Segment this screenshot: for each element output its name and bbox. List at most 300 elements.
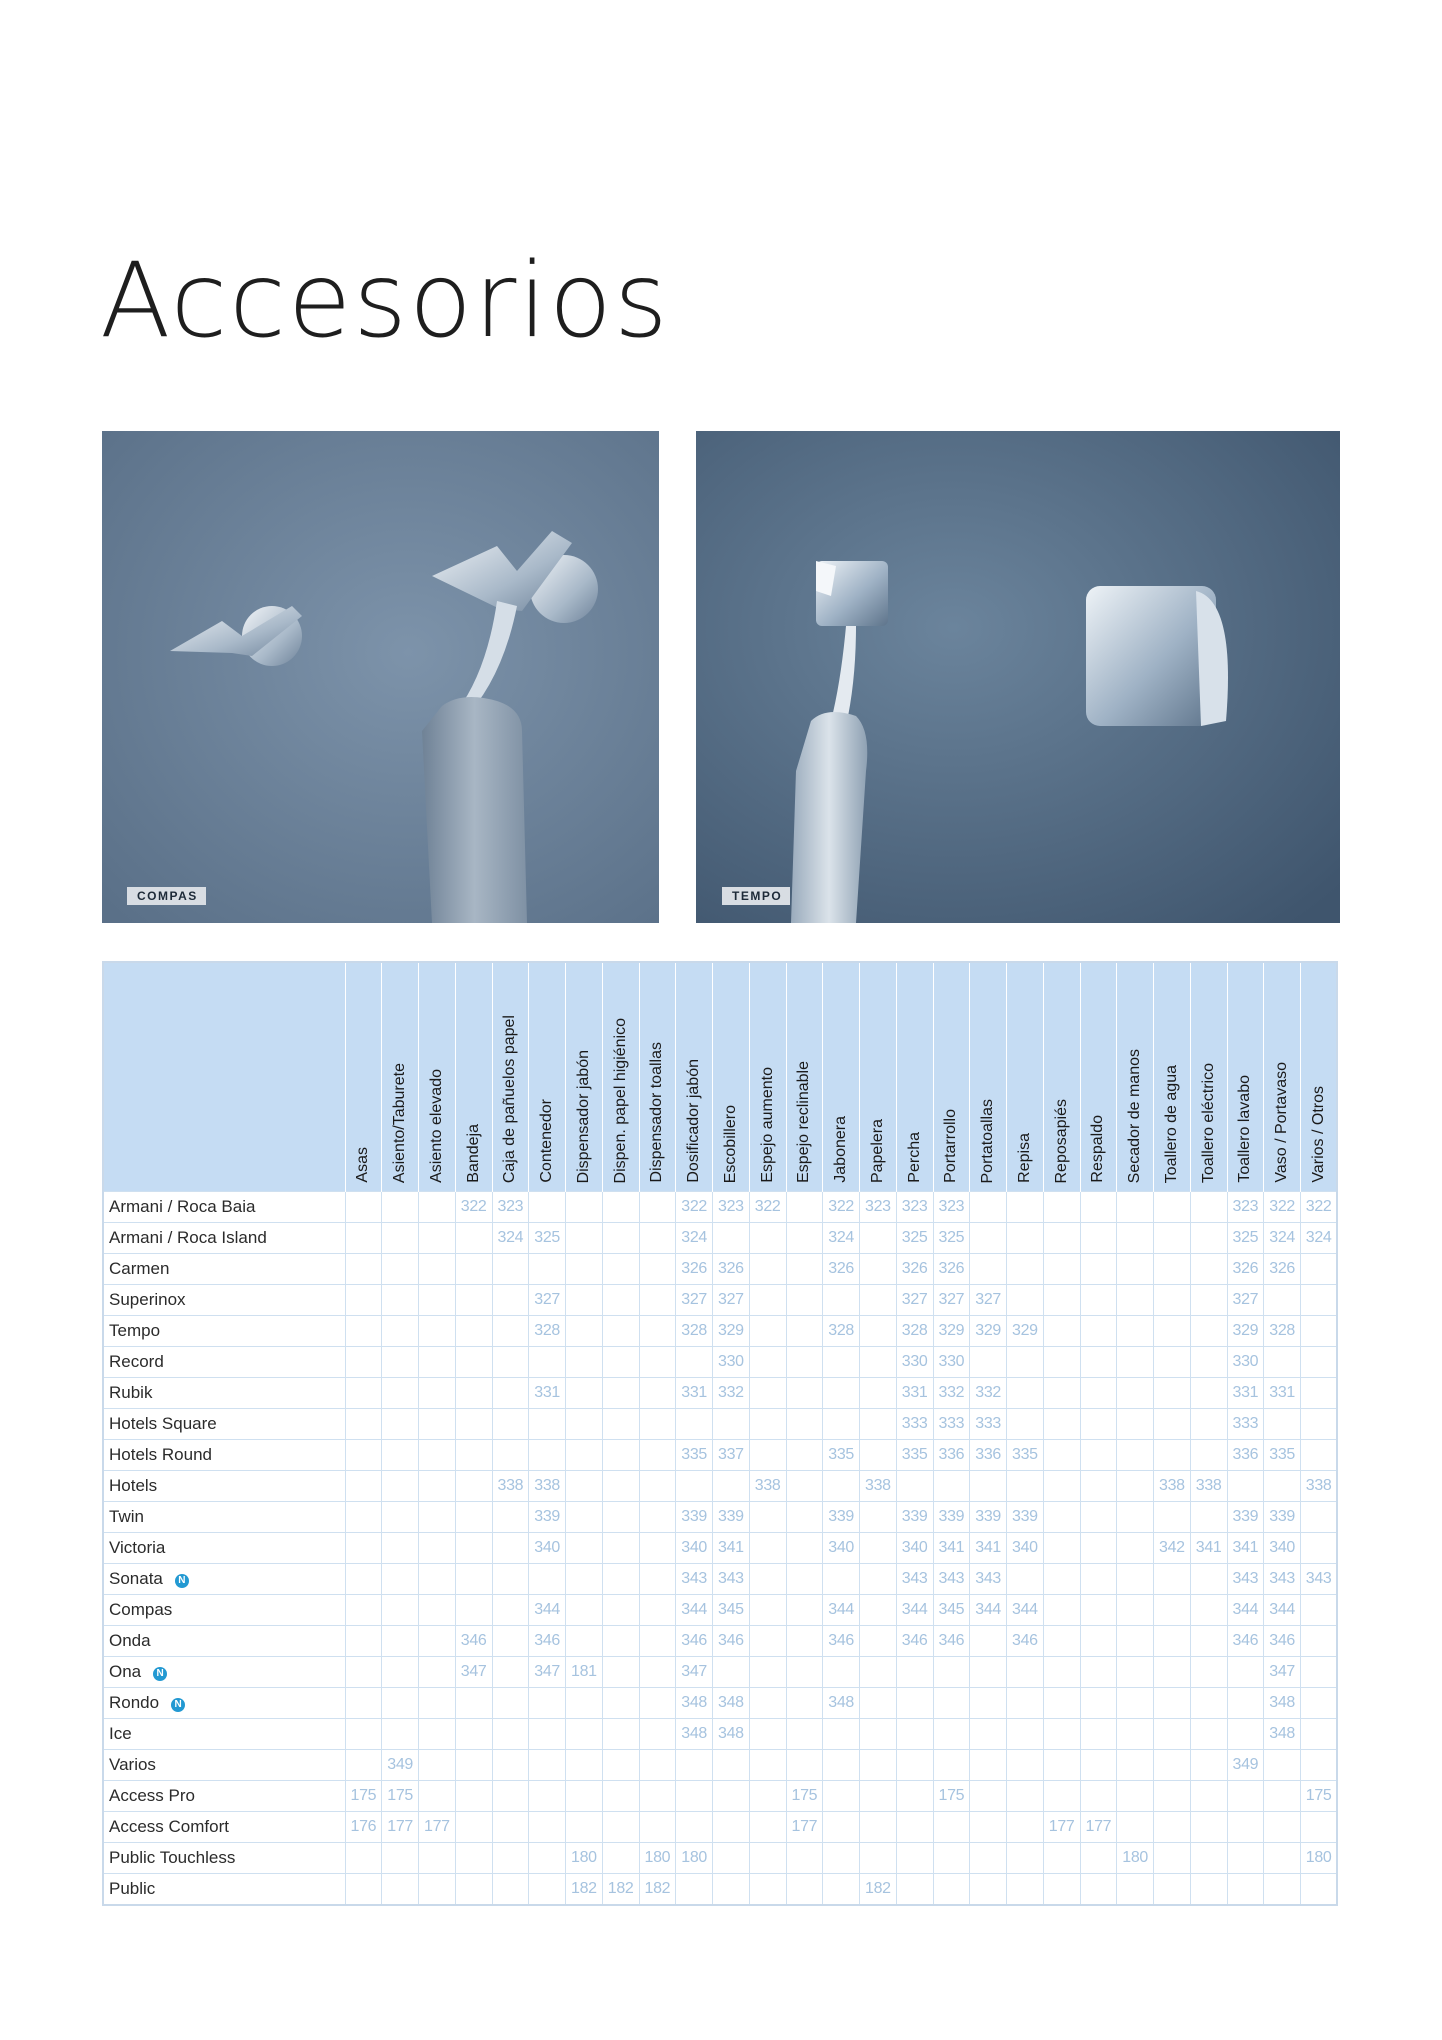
page-reference-cell: 323: [860, 1192, 897, 1223]
page-reference-cell: [529, 1192, 566, 1223]
page-reference-cell: [529, 1781, 566, 1812]
page-reference-cell: [566, 1285, 603, 1316]
page-reference-cell: [345, 1285, 382, 1316]
page-reference-cell: [860, 1347, 897, 1378]
page-reference-cell: [345, 1626, 382, 1657]
page-reference-cell: [786, 1688, 823, 1719]
accessories-index-table: [102, 961, 1338, 1906]
page-reference-cell: 341: [713, 1533, 750, 1564]
page-reference-cell: [676, 1750, 713, 1781]
page-reference-cell: [1154, 1688, 1191, 1719]
page-reference-cell: 344: [970, 1595, 1007, 1626]
row-collection-name: [103, 1874, 345, 1906]
page-reference-cell: [345, 1874, 382, 1906]
page-reference-cell: 326: [823, 1254, 860, 1285]
page-reference-cell: [1007, 1719, 1044, 1750]
page-reference-cell: [786, 1564, 823, 1595]
page-reference-cell: [970, 1626, 1007, 1657]
page-reference-cell: [713, 1874, 750, 1906]
page-reference-cell: 348: [713, 1719, 750, 1750]
page-reference-cell: [1007, 1750, 1044, 1781]
photo-label-compas: COMPAS: [127, 887, 206, 905]
table-row: [103, 1285, 1337, 1316]
page-reference-cell: [1190, 1502, 1227, 1533]
page-reference-cell: [1190, 1626, 1227, 1657]
page-reference-cell: 180: [1301, 1843, 1338, 1874]
page-reference-cell: 346: [713, 1626, 750, 1657]
table-row: [103, 1688, 1337, 1719]
table-row: [103, 1502, 1337, 1533]
page-reference-cell: [602, 1409, 639, 1440]
page-reference-cell: [602, 1657, 639, 1688]
page-reference-cell: [1301, 1812, 1338, 1843]
page-reference-cell: [1007, 1254, 1044, 1285]
page-reference-cell: [419, 1192, 456, 1223]
page-reference-cell: 347: [1264, 1657, 1301, 1688]
page-reference-cell: [1264, 1874, 1301, 1906]
column-header: [382, 962, 419, 1192]
page-reference-cell: 347: [676, 1657, 713, 1688]
page-reference-cell: 346: [1264, 1626, 1301, 1657]
page-reference-cell: [602, 1347, 639, 1378]
page-reference-cell: 331: [1227, 1378, 1264, 1409]
page-reference-cell: [566, 1533, 603, 1564]
page-reference-cell: [639, 1781, 676, 1812]
table-row: [103, 1316, 1337, 1347]
page-reference-cell: [1264, 1781, 1301, 1812]
page-reference-cell: [1117, 1316, 1154, 1347]
page-reference-cell: [933, 1812, 970, 1843]
page-reference-cell: 340: [896, 1533, 933, 1564]
page-reference-cell: 330: [713, 1347, 750, 1378]
column-header-label: Asas: [354, 1147, 372, 1183]
page-reference-cell: 177: [382, 1812, 419, 1843]
page-reference-cell: [1117, 1626, 1154, 1657]
page-reference-cell: [860, 1223, 897, 1254]
collection-name-text: Rubik: [109, 1383, 153, 1402]
page-reference-cell: [602, 1471, 639, 1502]
page-reference-cell: 346: [676, 1626, 713, 1657]
page-reference-cell: [786, 1409, 823, 1440]
page-reference-cell: [1264, 1812, 1301, 1843]
table-row: [103, 1192, 1337, 1223]
page-reference-cell: [639, 1812, 676, 1843]
page-reference-cell: 344: [676, 1595, 713, 1626]
row-collection-name: [103, 1626, 345, 1657]
page-reference-cell: [1301, 1595, 1338, 1626]
page-reference-cell: [345, 1223, 382, 1254]
page-reference-cell: [860, 1595, 897, 1626]
page-reference-cell: [1227, 1688, 1264, 1719]
page-reference-cell: 345: [713, 1595, 750, 1626]
page-reference-cell: [382, 1595, 419, 1626]
page-reference-cell: [713, 1750, 750, 1781]
page-reference-cell: 346: [529, 1626, 566, 1657]
page-reference-cell: 336: [933, 1440, 970, 1471]
page-reference-cell: [1227, 1471, 1264, 1502]
page-reference-cell: [419, 1843, 456, 1874]
page-reference-cell: [1190, 1595, 1227, 1626]
page-reference-cell: [1117, 1223, 1154, 1254]
page-reference-cell: [970, 1688, 1007, 1719]
page-reference-cell: [1301, 1502, 1338, 1533]
page-reference-cell: 343: [713, 1564, 750, 1595]
page-reference-cell: [860, 1843, 897, 1874]
page-reference-cell: [1154, 1440, 1191, 1471]
page-reference-cell: [860, 1378, 897, 1409]
page-reference-cell: [823, 1750, 860, 1781]
page-reference-cell: [1043, 1316, 1080, 1347]
page-reference-cell: 346: [1227, 1626, 1264, 1657]
page-reference-cell: [419, 1719, 456, 1750]
page-reference-cell: [382, 1688, 419, 1719]
column-header: [566, 962, 603, 1192]
page-reference-cell: [860, 1254, 897, 1285]
page-reference-cell: [1190, 1719, 1227, 1750]
page-reference-cell: 176: [345, 1812, 382, 1843]
page-reference-cell: 177: [1080, 1812, 1117, 1843]
page-reference-cell: [492, 1409, 529, 1440]
page-reference-cell: 348: [1264, 1719, 1301, 1750]
page-reference-cell: [676, 1409, 713, 1440]
page-reference-cell: [602, 1223, 639, 1254]
page-reference-cell: [749, 1285, 786, 1316]
page-reference-cell: [1117, 1378, 1154, 1409]
page-reference-cell: 329: [933, 1316, 970, 1347]
page-reference-cell: [1301, 1285, 1338, 1316]
page-reference-cell: [345, 1688, 382, 1719]
page-reference-cell: 340: [1007, 1533, 1044, 1564]
row-collection-name: [103, 1440, 345, 1471]
page-reference-cell: [823, 1564, 860, 1595]
page-reference-cell: [823, 1812, 860, 1843]
page-reference-cell: [1043, 1843, 1080, 1874]
page-reference-cell: [1080, 1533, 1117, 1564]
page-reference-cell: [1043, 1223, 1080, 1254]
page-reference-cell: [419, 1626, 456, 1657]
page-reference-cell: [860, 1781, 897, 1812]
page-reference-cell: [1007, 1564, 1044, 1595]
page-reference-cell: 339: [933, 1502, 970, 1533]
row-collection-name: [103, 1285, 345, 1316]
page-reference-cell: 332: [713, 1378, 750, 1409]
page-reference-cell: [419, 1688, 456, 1719]
page-reference-cell: [345, 1533, 382, 1564]
row-collection-name: [103, 1564, 345, 1595]
page-reference-cell: [1154, 1285, 1191, 1316]
page-reference-cell: [970, 1874, 1007, 1906]
page-reference-cell: [749, 1409, 786, 1440]
page-reference-cell: [455, 1378, 492, 1409]
page-reference-cell: [639, 1192, 676, 1223]
page-reference-cell: 339: [1007, 1502, 1044, 1533]
page-reference-cell: [639, 1347, 676, 1378]
page-reference-cell: [970, 1781, 1007, 1812]
page-reference-cell: [492, 1347, 529, 1378]
page-reference-cell: [786, 1750, 823, 1781]
page-reference-cell: [676, 1812, 713, 1843]
page-reference-cell: 333: [896, 1409, 933, 1440]
table-row: [103, 1409, 1337, 1440]
page-reference-cell: [639, 1533, 676, 1564]
row-collection-name: [103, 1719, 345, 1750]
page-reference-cell: [1301, 1409, 1338, 1440]
page-reference-cell: 338: [749, 1471, 786, 1502]
page-reference-cell: [1117, 1409, 1154, 1440]
page-reference-cell: 324: [676, 1223, 713, 1254]
page-reference-cell: [1227, 1657, 1264, 1688]
page-reference-cell: [786, 1440, 823, 1471]
page-reference-cell: [529, 1688, 566, 1719]
page-reference-cell: [713, 1471, 750, 1502]
page-reference-cell: [1117, 1533, 1154, 1564]
page-reference-cell: [492, 1843, 529, 1874]
page-reference-cell: [786, 1843, 823, 1874]
page-reference-cell: [1080, 1564, 1117, 1595]
page-reference-cell: [529, 1750, 566, 1781]
page-reference-cell: [1117, 1657, 1154, 1688]
page-reference-cell: [860, 1440, 897, 1471]
table-row: [103, 1378, 1337, 1409]
column-header-label: Portarrollo: [942, 1109, 960, 1183]
page-reference-cell: 333: [970, 1409, 1007, 1440]
page-reference-cell: [345, 1719, 382, 1750]
column-header-label: Toallero de agua: [1162, 1064, 1180, 1183]
page-reference-cell: 325: [529, 1223, 566, 1254]
compas-hooks-image: [102, 431, 659, 923]
page-reference-cell: [1154, 1657, 1191, 1688]
page-reference-cell: [1190, 1688, 1227, 1719]
row-collection-name: [103, 1533, 345, 1564]
page-reference-cell: [639, 1595, 676, 1626]
column-header-label: Escobillero: [721, 1104, 739, 1183]
page-reference-cell: 326: [896, 1254, 933, 1285]
page-reference-cell: 322: [676, 1192, 713, 1223]
page-reference-cell: 339: [970, 1502, 1007, 1533]
column-header: [455, 962, 492, 1192]
page-reference-cell: [1264, 1409, 1301, 1440]
table-row: [103, 1657, 1337, 1688]
page-reference-cell: 324: [1264, 1223, 1301, 1254]
table-row: [103, 1812, 1337, 1843]
page-reference-cell: [1007, 1378, 1044, 1409]
page-reference-cell: [345, 1316, 382, 1347]
page-reference-cell: 329: [970, 1316, 1007, 1347]
column-header: [1190, 962, 1227, 1192]
page-reference-cell: [1190, 1223, 1227, 1254]
page-reference-cell: [455, 1409, 492, 1440]
page-reference-cell: [1043, 1471, 1080, 1502]
page-reference-cell: [419, 1533, 456, 1564]
page-reference-cell: 322: [823, 1192, 860, 1223]
page-reference-cell: [896, 1471, 933, 1502]
page-reference-cell: 339: [1227, 1502, 1264, 1533]
page-reference-cell: [1301, 1254, 1338, 1285]
page-reference-cell: [1117, 1471, 1154, 1502]
page-reference-cell: 325: [896, 1223, 933, 1254]
page-reference-cell: [1264, 1471, 1301, 1502]
page-reference-cell: [786, 1316, 823, 1347]
page-reference-cell: [382, 1440, 419, 1471]
page-reference-cell: 349: [382, 1750, 419, 1781]
page-reference-cell: [639, 1564, 676, 1595]
page-reference-cell: 346: [896, 1626, 933, 1657]
page-reference-cell: [1190, 1378, 1227, 1409]
page-reference-cell: 323: [933, 1192, 970, 1223]
page-reference-cell: [345, 1378, 382, 1409]
page-reference-cell: [529, 1347, 566, 1378]
page-reference-cell: 339: [1264, 1502, 1301, 1533]
page-reference-cell: [1301, 1533, 1338, 1564]
page-reference-cell: [970, 1719, 1007, 1750]
collection-name-text: Ona: [109, 1662, 142, 1681]
page-reference-cell: [860, 1533, 897, 1564]
page-reference-cell: [455, 1316, 492, 1347]
page-reference-cell: [1007, 1781, 1044, 1812]
page-reference-cell: [382, 1719, 419, 1750]
page-reference-cell: [345, 1843, 382, 1874]
page-reference-cell: [1264, 1347, 1301, 1378]
column-header-label: Caja de pañuelos papel: [501, 1014, 519, 1183]
page-reference-cell: [786, 1254, 823, 1285]
page-reference-cell: [1154, 1595, 1191, 1626]
column-header: [1264, 962, 1301, 1192]
page-reference-cell: [382, 1843, 419, 1874]
page-reference-cell: [455, 1223, 492, 1254]
page-reference-cell: [1080, 1347, 1117, 1378]
page-reference-cell: 338: [860, 1471, 897, 1502]
page-reference-cell: [1043, 1502, 1080, 1533]
page-reference-cell: [419, 1657, 456, 1688]
page-reference-cell: [933, 1750, 970, 1781]
page-reference-cell: 182: [639, 1874, 676, 1906]
page-reference-cell: [1227, 1781, 1264, 1812]
page-reference-cell: [602, 1316, 639, 1347]
column-header-label: Papelera: [868, 1118, 886, 1183]
page-reference-cell: 326: [713, 1254, 750, 1285]
column-header: [1117, 962, 1154, 1192]
page-reference-cell: [1117, 1285, 1154, 1316]
row-collection-name: [103, 1812, 345, 1843]
page-reference-cell: 347: [455, 1657, 492, 1688]
page-reference-cell: [382, 1502, 419, 1533]
page-reference-cell: [1043, 1192, 1080, 1223]
page-reference-cell: [860, 1719, 897, 1750]
page-reference-cell: [1043, 1874, 1080, 1906]
collection-name-text: Armani / Roca Island: [109, 1228, 267, 1247]
page-reference-cell: [786, 1719, 823, 1750]
page-reference-cell: [1117, 1440, 1154, 1471]
page-reference-cell: [455, 1254, 492, 1285]
page-reference-cell: [345, 1471, 382, 1502]
page-reference-cell: 335: [896, 1440, 933, 1471]
page-reference-cell: [345, 1409, 382, 1440]
page-reference-cell: [455, 1471, 492, 1502]
page-reference-cell: [823, 1719, 860, 1750]
page-reference-cell: [566, 1440, 603, 1471]
page-reference-cell: [1154, 1781, 1191, 1812]
page-reference-cell: [1154, 1719, 1191, 1750]
page-reference-cell: [529, 1254, 566, 1285]
collection-name-text: Public Touchless: [109, 1848, 236, 1867]
page-reference-cell: [639, 1657, 676, 1688]
page-reference-cell: [492, 1874, 529, 1906]
page-reference-cell: 344: [823, 1595, 860, 1626]
page-reference-cell: [419, 1409, 456, 1440]
page-reference-cell: [1190, 1285, 1227, 1316]
page-reference-cell: [345, 1595, 382, 1626]
page-reference-cell: [896, 1812, 933, 1843]
page-reference-cell: 340: [676, 1533, 713, 1564]
page-reference-cell: [529, 1843, 566, 1874]
column-header-label: Asiento elevado: [427, 1069, 445, 1183]
collection-name-text: Record: [109, 1352, 164, 1371]
page-reference-cell: [1080, 1657, 1117, 1688]
page-reference-cell: 338: [1190, 1471, 1227, 1502]
page-reference-cell: [566, 1192, 603, 1223]
page-reference-cell: [823, 1378, 860, 1409]
collection-name-text: Public: [109, 1879, 156, 1898]
page-reference-cell: 330: [896, 1347, 933, 1378]
page-reference-cell: 324: [492, 1223, 529, 1254]
page-reference-cell: 326: [676, 1254, 713, 1285]
column-header-label: Toallero eléctrico: [1199, 1062, 1217, 1183]
page-reference-cell: [676, 1874, 713, 1906]
page-reference-cell: 329: [1227, 1316, 1264, 1347]
page-reference-cell: [455, 1688, 492, 1719]
page-reference-cell: 322: [455, 1192, 492, 1223]
row-collection-name: [103, 1688, 345, 1719]
page-reference-cell: [749, 1595, 786, 1626]
page-reference-cell: [382, 1564, 419, 1595]
page-reference-cell: [1007, 1874, 1044, 1906]
column-header-label: Dispensador jabón: [574, 1049, 592, 1183]
page-reference-cell: [382, 1347, 419, 1378]
page-reference-cell: 327: [713, 1285, 750, 1316]
page-reference-cell: [1117, 1781, 1154, 1812]
page-reference-cell: 348: [676, 1688, 713, 1719]
collection-name-text: Hotels: [109, 1476, 158, 1495]
page-reference-cell: [602, 1843, 639, 1874]
page-reference-cell: [1007, 1409, 1044, 1440]
page-reference-cell: 331: [676, 1378, 713, 1409]
page-reference-cell: [860, 1564, 897, 1595]
column-header: [639, 962, 676, 1192]
collection-name-text: Armani / Roca Baia: [109, 1197, 256, 1216]
page-reference-cell: [639, 1409, 676, 1440]
page-reference-cell: 340: [823, 1533, 860, 1564]
page-reference-cell: [1043, 1378, 1080, 1409]
page-reference-cell: [1190, 1347, 1227, 1378]
page-reference-cell: [823, 1471, 860, 1502]
page-reference-cell: [1117, 1750, 1154, 1781]
page-reference-cell: 180: [1117, 1843, 1154, 1874]
page-reference-cell: [639, 1254, 676, 1285]
page-reference-cell: [823, 1657, 860, 1688]
collection-name-text: Twin: [109, 1507, 144, 1526]
page-reference-cell: [1080, 1843, 1117, 1874]
page-reference-cell: [566, 1564, 603, 1595]
page-reference-cell: [455, 1285, 492, 1316]
page-reference-cell: 343: [1227, 1564, 1264, 1595]
page-reference-cell: [382, 1657, 419, 1688]
row-collection-name: [103, 1781, 345, 1812]
page-reference-cell: [345, 1192, 382, 1223]
page-reference-cell: [492, 1533, 529, 1564]
page-reference-cell: [749, 1657, 786, 1688]
page-reference-cell: [1007, 1471, 1044, 1502]
page-reference-cell: [455, 1595, 492, 1626]
